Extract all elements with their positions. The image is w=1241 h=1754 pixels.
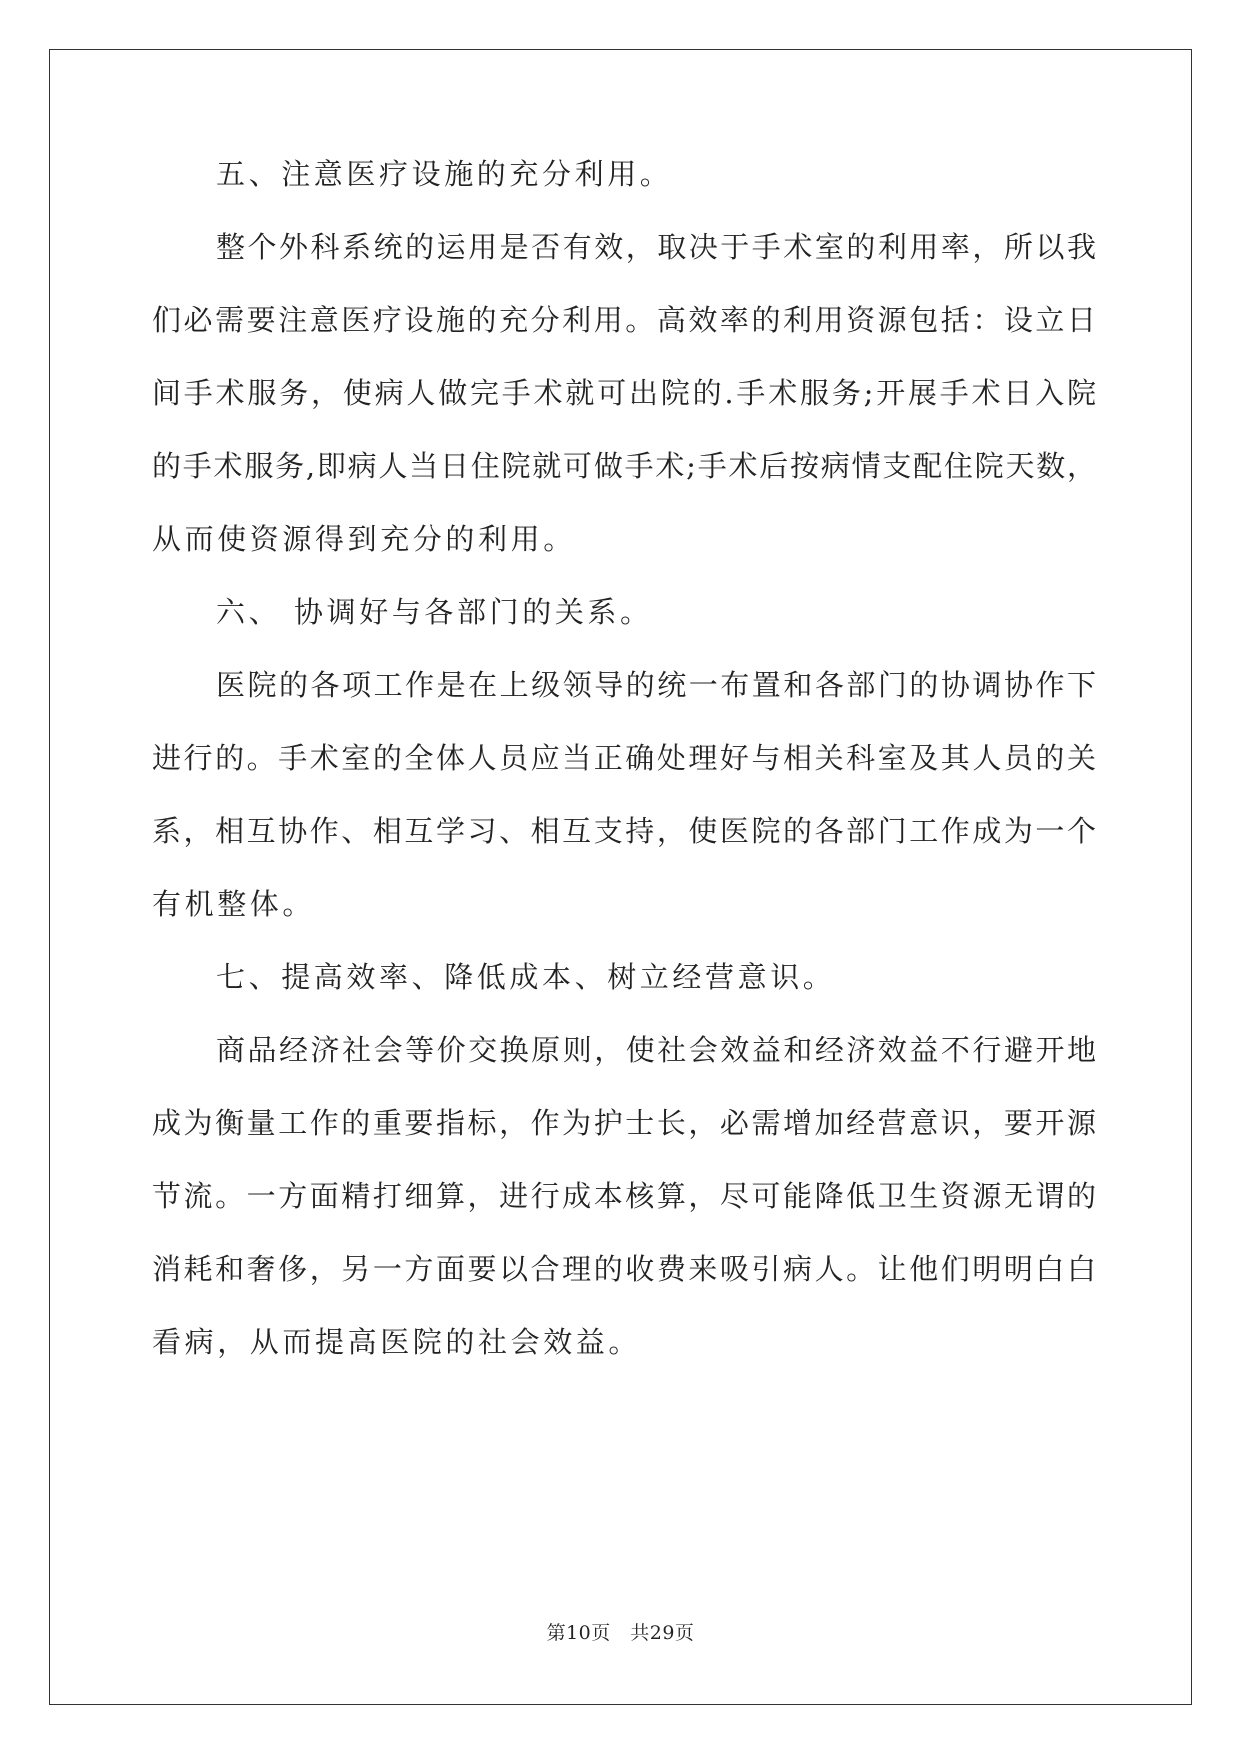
- paragraph-line: 医院的各项工作是在上级领导的统一布置和各部门的协调协作下: [216, 668, 1096, 702]
- page-number-footer: 第10页 共29页: [546, 1622, 695, 1644]
- paragraph-line: 有机整体。: [152, 887, 316, 921]
- heading-section-6: 六、 协调好与各部门的关系。: [216, 595, 653, 629]
- heading-section-7: 七、提高效率、降低成本、树立经营意识。: [216, 960, 836, 994]
- paragraph-line: 消耗和奢侈，另一方面要以合理的收费来吸引病人。让他们明明白白: [152, 1252, 1096, 1286]
- paragraph-line: 间手术服务，使病人做完手术就可出院的.手术服务;开展手术日入院: [152, 376, 1096, 410]
- paragraph-line: 的手术服务,即病人当日住院就可做手术;手术后按病情支配住院天数，: [152, 449, 1096, 483]
- paragraph-line: 系，相互协作、相互学习、相互支持，使医院的各部门工作成为一个: [152, 814, 1096, 848]
- paragraph-line: 进行的。手术室的全体人员应当正确处理好与相关科室及其人员的关: [152, 741, 1096, 775]
- paragraph-line: 商品经济社会等价交换原则，使社会效益和经济效益不行避开地: [216, 1033, 1096, 1067]
- paragraph-line: 们必需要注意医疗设施的充分利用。高效率的利用资源包括：设立日: [152, 303, 1096, 337]
- paragraph-line: 看病，从而提高医院的社会效益。: [152, 1325, 642, 1359]
- heading-section-5: 五、注意医疗设施的充分利用。: [216, 157, 673, 191]
- page-border: [49, 49, 1192, 1705]
- paragraph-line: 从而使资源得到充分的利用。: [152, 522, 576, 556]
- paragraph-line: 节流。一方面精打细算，进行成本核算，尽可能降低卫生资源无谓的: [152, 1179, 1096, 1213]
- paragraph-line: 整个外科系统的运用是否有效，取决于手术室的利用率，所以我: [216, 230, 1096, 264]
- paragraph-line: 成为衡量工作的重要指标，作为护士长，必需增加经营意识，要开源: [152, 1106, 1096, 1140]
